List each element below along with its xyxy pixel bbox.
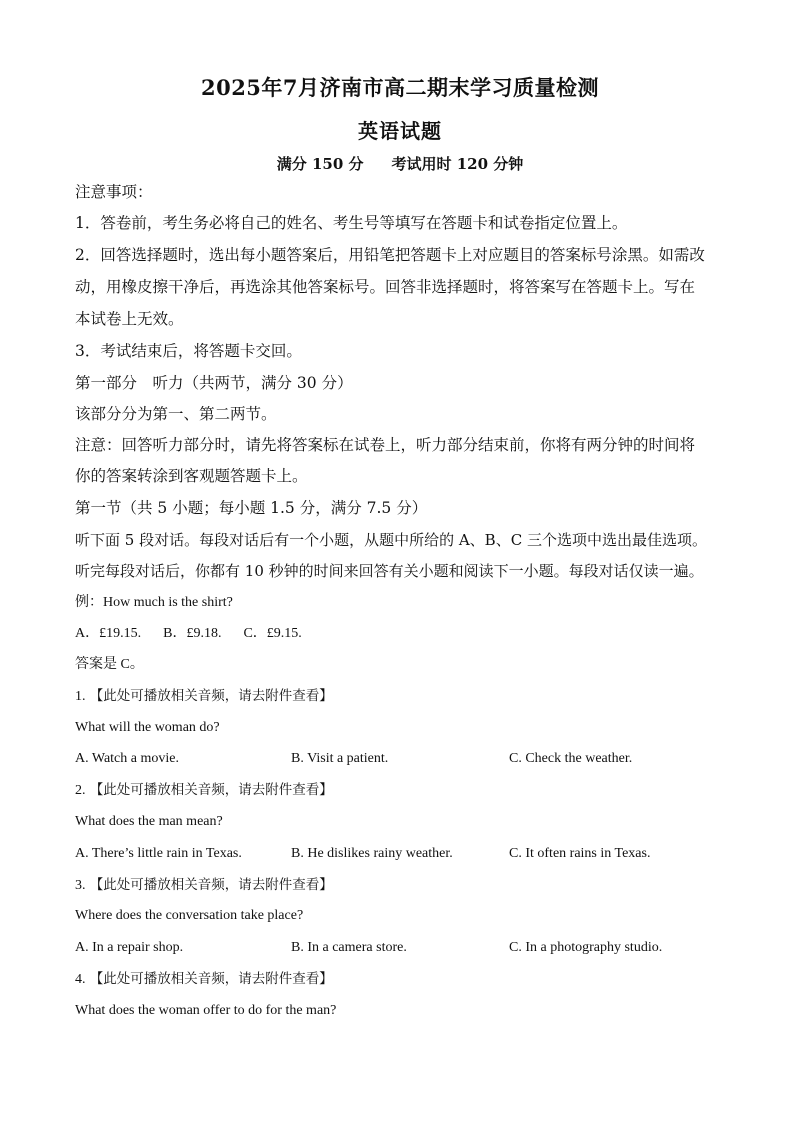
question-1-audio[interactable]	[75, 687, 333, 706]
example-answer: 答案是 C。	[75, 657, 144, 672]
notice-heading: 注意事项：	[75, 183, 153, 201]
question-1-text: What will the woman do?	[75, 720, 220, 735]
question-2-option-a: A. There’s little rain in Texas.	[75, 846, 242, 861]
part1-heading: 第一部分 听力（共两节，满分 30 分）	[75, 374, 353, 392]
exam-title: 2025年7月济南市高二期末学习质量检测	[200, 75, 600, 100]
example-option-a: A．£19.15.	[75, 626, 142, 641]
question-number: 4.	[75, 972, 86, 987]
question-1-option-a: A. Watch a movie.	[75, 751, 179, 766]
question-4-text: What does the woman offer to do for the man?	[75, 1003, 337, 1018]
full-score: 满分 150 分	[276, 155, 364, 173]
example-options	[75, 625, 324, 643]
notice-item-2-line-2: 动，用橡皮擦干净后，再选涂其他答案标号。回答非选择题时，将答案写在答题卡上。写在	[75, 278, 696, 296]
part1-note-line-2: 你的答案转涂到客观题答题卡上。	[75, 467, 308, 485]
part1-note-line-1: 注意：回答听力部分时，请先将答案标在试卷上，听力部分结束前，你将有两分钟的时间将	[75, 436, 696, 454]
question-1-option-c: C. Check the weather.	[509, 751, 633, 766]
time-limit: 考试用时 120 分钟	[391, 155, 524, 173]
question-3-option-b: B. In a camera store.	[291, 940, 407, 955]
question-3-text: Where does the conversation take place?	[75, 908, 304, 923]
instruction-line-2: 听完每段对话后，你都有 10 秒钟的时间来回答有关小题和阅读下一小题。每段对话仅读一遍。	[75, 562, 704, 580]
question-4-audio[interactable]	[75, 970, 333, 989]
instruction-line-1: 听下面 5 段对话。每段对话后有一个小题，从题中所给的 A、B、C 三个选项中选出最佳选项。	[75, 531, 707, 549]
notice-item-1: 1．答卷前，考生务必将自己的姓名、考生号等填写在答题卡和试卷指定位置上。	[75, 214, 628, 232]
question-number: 2.	[75, 783, 86, 798]
audio-note: 【此处可播放相关音频，请去附件查看】	[89, 971, 333, 987]
audio-note: 【此处可播放相关音频，请去附件查看】	[89, 782, 333, 798]
question-1-option-b: B. Visit a patient.	[291, 751, 389, 766]
exam-subtitle: 英语试题	[358, 119, 442, 143]
question-2-text: What does the man mean?	[75, 814, 223, 829]
score-time-line	[0, 153, 800, 174]
example-option-b: B．£9.18.	[163, 626, 222, 641]
example-option-c: C．£9.15.	[243, 626, 302, 641]
question-number: 3.	[75, 878, 86, 893]
audio-note: 【此处可播放相关音频，请去附件查看】	[89, 688, 333, 704]
notice-item-2-line-3: 本试卷上无效。	[75, 310, 184, 328]
question-3-option-a: A. In a repair shop.	[75, 940, 184, 955]
notice-item-3: 3．考试结束后，将答题卡交回。	[75, 342, 302, 360]
audio-note: 【此处可播放相关音频，请去附件查看】	[89, 877, 333, 893]
question-2-option-b: B. He dislikes rainy weather.	[291, 846, 453, 861]
question-2-audio[interactable]	[75, 781, 333, 800]
notice-item-2-line-1: 2．回答选择题时，选出每小题答案后，用铅笔把答题卡上对应题目的答案标号涂黑。如需改	[75, 246, 705, 264]
example-question: 例：How much is the shirt?	[75, 595, 233, 610]
question-number: 1.	[75, 689, 86, 704]
question-2-option-c: C. It often rains in Texas.	[509, 846, 651, 861]
section1-heading: 第一节（共 5 小题；每小题 1.5 分，满分 7.5 分）	[75, 499, 428, 517]
question-3-option-c: C. In a photography studio.	[509, 940, 663, 955]
part1-intro: 该部分分为第一、第二两节。	[75, 405, 277, 423]
question-3-audio[interactable]	[75, 876, 333, 895]
